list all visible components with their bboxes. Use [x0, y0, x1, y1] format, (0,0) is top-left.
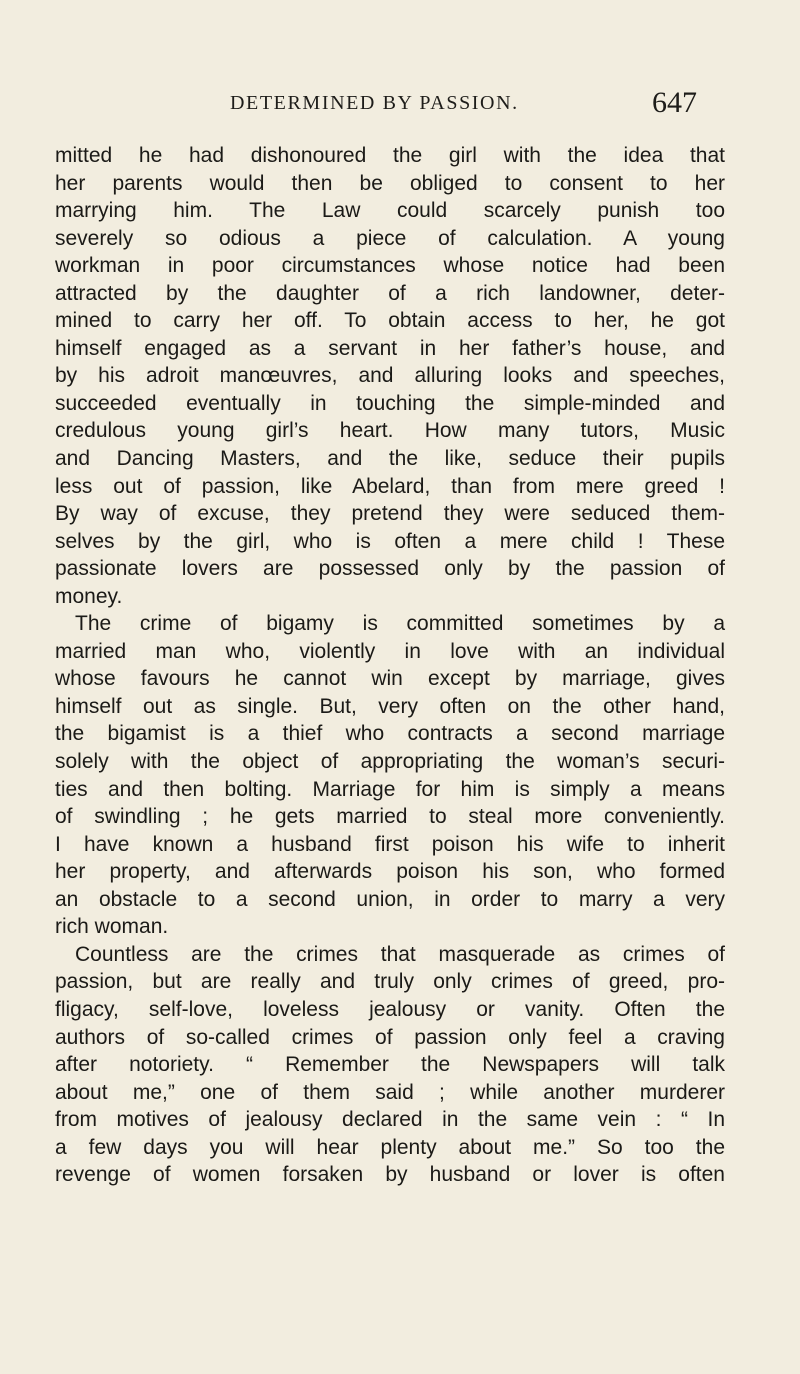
text-line: money. — [55, 584, 123, 608]
running-title: DETERMINED BY PASSION. — [230, 92, 519, 114]
text-line: her parents would then be obliged to consent to her — [55, 171, 725, 195]
text-line: By way of excuse, they pretend they were seduced them- — [55, 502, 725, 526]
text-line: passion, but are really and truly only crimes of greed, pro- — [55, 970, 725, 994]
text-line: credulous young girl’s heart. How many tutors, Music — [55, 419, 725, 443]
text-line: an obstacle to a second union, in order to marry a very — [55, 887, 725, 911]
text-line: himself engaged as a servant in her father’s house, and — [55, 336, 725, 360]
text-line: solely with the object of appropriating the woman’s securi- — [55, 750, 725, 774]
text-line: fligacy, self-love, loveless jealousy or vanity. Often the — [55, 997, 725, 1021]
text-line: her property, and afterwards poison his son, who formed — [55, 860, 725, 884]
text-line: attracted by the daughter of a rich landowner, deter- — [55, 281, 725, 305]
text-line: by his adroit manœuvres, and alluring looks and speeches, — [55, 364, 725, 388]
text-line: ties and then bolting. Marriage for him is simply a means — [55, 777, 725, 801]
running-head — [0, 88, 800, 122]
text-line: from motives of jealousy declared in the same vein : “ In — [55, 1108, 725, 1132]
text-line: revenge of women forsaken by husband or lover is often — [55, 1163, 725, 1187]
text-line: whose favours he cannot win except by marriage, gives — [55, 667, 725, 691]
text-line: rich woman. — [55, 915, 169, 939]
text-line: succeeded eventually in touching the simple-minded and — [55, 391, 725, 415]
body-text — [55, 142, 725, 1189]
text-line: The crime of bigamy is committed sometimes by a — [75, 612, 725, 636]
text-line: less out of passion, like Abelard, than from mere greed ! — [55, 474, 725, 498]
text-line: mined to carry her off. To obtain access to her, he got — [55, 309, 725, 333]
text-line: selves by the girl, who is often a mere child ! These — [55, 529, 725, 553]
text-line: a few days you will hear plenty about me.” So too the — [55, 1135, 725, 1159]
text-line: after notoriety. “ Remember the Newspapers will talk — [55, 1053, 725, 1077]
text-line: himself out as single. But, very often on the other hand, — [55, 694, 725, 718]
text-line: mitted he had dishonoured the girl with the idea that — [55, 144, 725, 167]
text-line: workman in poor circumstances whose notice had been — [55, 254, 725, 278]
text-line: married man who, violently in love with an individual — [55, 639, 725, 663]
text-line: of swindling ; he gets married to steal more conveniently. — [55, 805, 725, 829]
text-line: marrying him. The Law could scarcely punish too — [55, 199, 725, 223]
text-line: Countless are the crimes that masquerade as crimes of — [75, 942, 725, 966]
text-line: and Dancing Masters, and the like, seduce their pupils — [55, 447, 725, 471]
text-line: passionate lovers are possessed only by the passion of — [55, 557, 725, 581]
text-line: severely so odious a piece of calculation. A young — [55, 226, 725, 250]
text-line: I have known a husband first poison his wife to inherit — [55, 832, 725, 856]
text-line: authors of so-called crimes of passion only feel a craving — [55, 1025, 725, 1049]
text-line: the bigamist is a thief who contracts a second marriage — [55, 722, 725, 746]
page-number: 647 — [652, 86, 697, 119]
text-line: about me,” one of them said ; while another murderer — [55, 1080, 725, 1104]
